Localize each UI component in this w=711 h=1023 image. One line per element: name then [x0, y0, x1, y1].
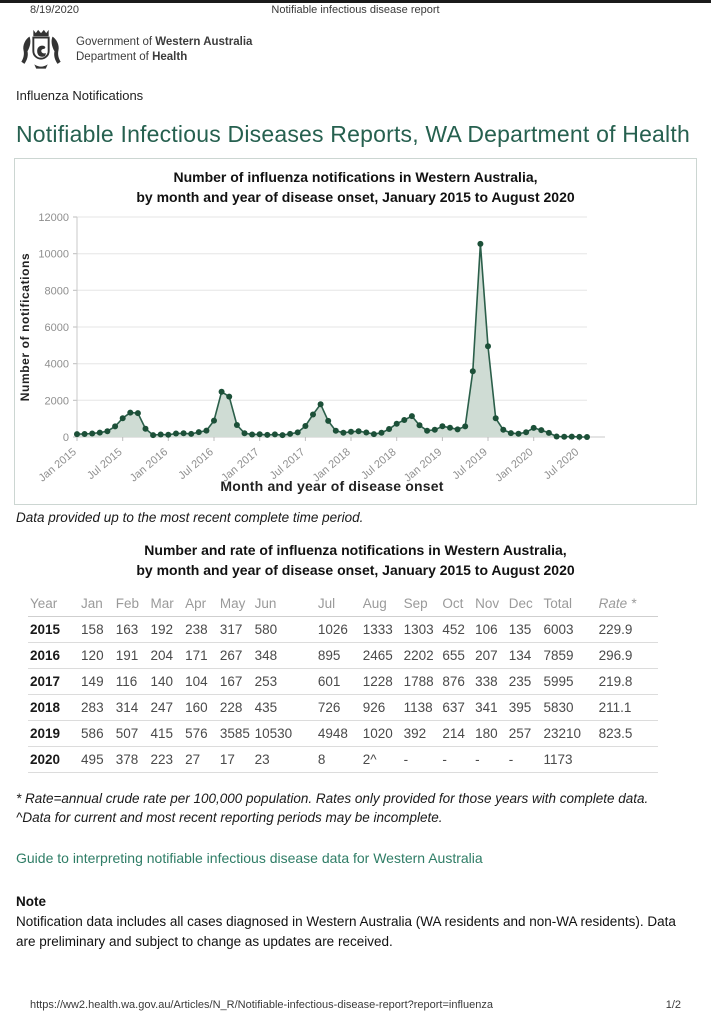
wa-coat-of-arms-icon	[18, 26, 64, 74]
table-cell: 895	[316, 642, 361, 668]
svg-text:6000: 6000	[44, 322, 69, 335]
table-cell: 207	[473, 642, 507, 668]
table-row	[28, 694, 658, 720]
svg-text:Jul 2015: Jul 2015	[85, 446, 125, 483]
table-row	[28, 642, 658, 668]
table-cell: -	[402, 746, 441, 772]
table-cell: 2202	[402, 642, 441, 668]
table-cell: 2^	[361, 746, 402, 772]
table-cell: 1303	[402, 616, 441, 642]
table-cell: 228	[218, 694, 253, 720]
table-row	[28, 668, 658, 694]
table-cell: 926	[361, 694, 402, 720]
table-cell: 317	[218, 616, 253, 642]
note-body: Notification data includes all cases diagnosed in Western Australia (WA residents and non-WA residents). Data are preliminary and subject to change as updates are received.	[16, 914, 676, 950]
table-cell: 876	[440, 668, 473, 694]
page-title: Notifiable Infectious Diseases Reports, WA Department of Health	[16, 121, 690, 147]
table-cell: 180	[473, 720, 507, 746]
table-cell: 23210	[541, 720, 596, 746]
table-cell: 2015	[28, 616, 79, 642]
table-cell: 415	[148, 720, 183, 746]
print-footer	[30, 999, 681, 1011]
government-line1: Government of Western Australia	[76, 36, 253, 49]
table-row	[28, 616, 658, 642]
footnote-incomplete: ^Data for current and most recent reporting periods may be incomplete.	[16, 810, 443, 826]
table-cell: 296.9	[597, 642, 658, 668]
table-cell: 283	[79, 694, 114, 720]
table-cell: 1138	[402, 694, 441, 720]
government-text	[76, 35, 252, 65]
table-cell: 257	[507, 720, 542, 746]
print-footer-page-number: 1/2	[665, 999, 681, 1011]
svg-text:Jan 2019: Jan 2019	[401, 446, 445, 485]
chart-caption: Data provided up to the most recent complete time period.	[16, 510, 364, 526]
table-cell: 6003	[541, 616, 596, 642]
col-header: Year	[28, 591, 79, 617]
svg-text:Month and year of disease onse: Month and year of disease onset	[220, 478, 444, 495]
svg-text:8000: 8000	[44, 285, 69, 298]
col-header: Rate *	[597, 591, 658, 617]
table-cell: 2019	[28, 720, 79, 746]
table-cell: 120	[79, 642, 114, 668]
col-header: Apr	[183, 591, 218, 617]
svg-text:Jan 2016: Jan 2016	[127, 446, 171, 485]
table-cell: 191	[114, 642, 149, 668]
table-cell: 314	[114, 694, 149, 720]
table-cell: 223	[148, 746, 183, 772]
print-footer-url: https://ww2.health.wa.gov.au/Articles/N_R/Notifiable-infectious-disease-report?report=influenza	[30, 999, 493, 1011]
print-header	[0, 3, 711, 16]
table-cell: 348	[253, 642, 316, 668]
table-cell: -	[440, 746, 473, 772]
col-header: Mar	[148, 591, 183, 617]
svg-text:Jul 2020: Jul 2020	[541, 446, 582, 483]
table-header-row	[28, 591, 658, 617]
table-cell: 27	[183, 746, 218, 772]
col-header: Sep	[402, 591, 441, 617]
table-cell: 1026	[316, 616, 361, 642]
breadcrumb: Influenza Notifications	[16, 88, 144, 103]
svg-text:Jul 2019: Jul 2019	[450, 446, 490, 483]
table-cell: 601	[316, 668, 361, 694]
svg-text:10000: 10000	[38, 248, 69, 261]
table-cell: 580	[253, 616, 316, 642]
influenza-chart-panel	[14, 158, 697, 505]
table-cell: -	[473, 746, 507, 772]
table-cell: 1020	[361, 720, 402, 746]
table-cell: 135	[507, 616, 542, 642]
table-cell: 3585	[218, 720, 253, 746]
guide-link[interactable]: Guide to interpreting notifiable infectious disease data for Western Australia	[16, 849, 483, 866]
table-cell: 726	[316, 694, 361, 720]
svg-text:12000: 12000	[38, 212, 69, 225]
table-cell: 211.1	[597, 694, 658, 720]
table-cell: 160	[183, 694, 218, 720]
table-cell	[597, 746, 658, 772]
table-cell: 637	[440, 694, 473, 720]
government-line2: Department of Health	[76, 51, 188, 63]
chart-title: Number of influenza notifications in Western Australia, by month and year of disease onset, January 2015 to August 2020	[136, 169, 575, 205]
table-cell: 576	[183, 720, 218, 746]
col-header: Aug	[361, 591, 402, 617]
table-cell: 219.8	[597, 668, 658, 694]
table-cell: 4948	[316, 720, 361, 746]
table-cell: 7859	[541, 642, 596, 668]
table-cell: 171	[183, 642, 218, 668]
table-cell: 149	[79, 668, 114, 694]
table-cell: 23	[253, 746, 316, 772]
table-cell: 229.9	[597, 616, 658, 642]
table-cell: 238	[183, 616, 218, 642]
table-cell: 163	[114, 616, 149, 642]
col-header: Jan	[79, 591, 114, 617]
table-cell: 2017	[28, 668, 79, 694]
table-cell: 341	[473, 694, 507, 720]
table-cell: 204	[148, 642, 183, 668]
table-footnotes	[16, 789, 711, 828]
svg-text:Jan 2015: Jan 2015	[36, 446, 79, 485]
table-cell: 106	[473, 616, 507, 642]
table-cell: -	[507, 746, 542, 772]
table-cell: 2465	[361, 642, 402, 668]
col-header: Dec	[507, 591, 542, 617]
influenza-area-chart	[15, 207, 694, 504]
footnote-rate: * Rate=annual crude rate per 100,000 population. Rates only provided for those years with complete data.	[16, 790, 649, 806]
table-cell: 104	[183, 668, 218, 694]
table-cell: 2020	[28, 746, 79, 772]
table-cell: 392	[402, 720, 441, 746]
table-row	[28, 746, 658, 772]
table-cell: 247	[148, 694, 183, 720]
print-document-title: Notifiable infectious disease report	[271, 4, 440, 16]
print-date: 8/19/2020	[30, 4, 79, 16]
svg-text:0: 0	[62, 432, 69, 445]
table-cell: 338	[473, 668, 507, 694]
table-cell: 1173	[541, 746, 596, 772]
table-cell: 192	[148, 616, 183, 642]
table-cell: 2016	[28, 642, 79, 668]
table-row	[28, 720, 658, 746]
col-header: May	[218, 591, 253, 617]
table-cell: 395	[507, 694, 542, 720]
table-cell: 140	[148, 668, 183, 694]
svg-text:Jan 2020: Jan 2020	[493, 446, 536, 485]
government-masthead	[18, 26, 711, 74]
table-cell: 378	[114, 746, 149, 772]
table-cell: 1228	[361, 668, 402, 694]
note-section	[16, 892, 711, 953]
table-cell: 116	[114, 668, 149, 694]
table-cell: 158	[79, 616, 114, 642]
table-cell: 8	[316, 746, 361, 772]
table-cell: 267	[218, 642, 253, 668]
table-cell: 823.5	[597, 720, 658, 746]
table-cell: 2018	[28, 694, 79, 720]
table-cell: 435	[253, 694, 316, 720]
notifications-table	[28, 591, 658, 773]
col-header: Feb	[114, 591, 149, 617]
table-cell: 5995	[541, 668, 596, 694]
table-cell: 507	[114, 720, 149, 746]
table-cell: 10530	[253, 720, 316, 746]
table-cell: 655	[440, 642, 473, 668]
svg-text:Jan 2017: Jan 2017	[219, 446, 262, 485]
table-cell: 5830	[541, 694, 596, 720]
table-cell: 586	[79, 720, 114, 746]
svg-text:4000: 4000	[44, 358, 69, 371]
table-cell: 1788	[402, 668, 441, 694]
table-cell: 17	[218, 746, 253, 772]
col-header: Total	[541, 591, 596, 617]
table-cell: 214	[440, 720, 473, 746]
svg-text:Jan 2018: Jan 2018	[310, 446, 353, 485]
svg-text:Number of notifications: Number of notifications	[18, 252, 32, 402]
table-title: Number and rate of influenza notifications in Western Australia, by month and year of disease onset, January 2015 to August 2020	[136, 542, 575, 579]
table-cell: 134	[507, 642, 542, 668]
col-header: Oct	[440, 591, 473, 617]
table-cell: 253	[253, 668, 316, 694]
table-cell: 495	[79, 746, 114, 772]
svg-text:Jul 2018: Jul 2018	[359, 446, 399, 483]
table-cell: 1333	[361, 616, 402, 642]
table-cell: 452	[440, 616, 473, 642]
note-heading: Note	[16, 893, 46, 909]
col-header: Nov	[473, 591, 507, 617]
svg-text:Jul 2017: Jul 2017	[267, 446, 308, 483]
svg-text:2000: 2000	[44, 395, 69, 408]
table-cell: 235	[507, 668, 542, 694]
chart-canvas	[15, 207, 694, 499]
table-cell: 167	[218, 668, 253, 694]
col-header: Jun	[253, 591, 316, 617]
svg-text:Jul 2016: Jul 2016	[176, 446, 216, 483]
col-header: Jul	[316, 591, 361, 617]
